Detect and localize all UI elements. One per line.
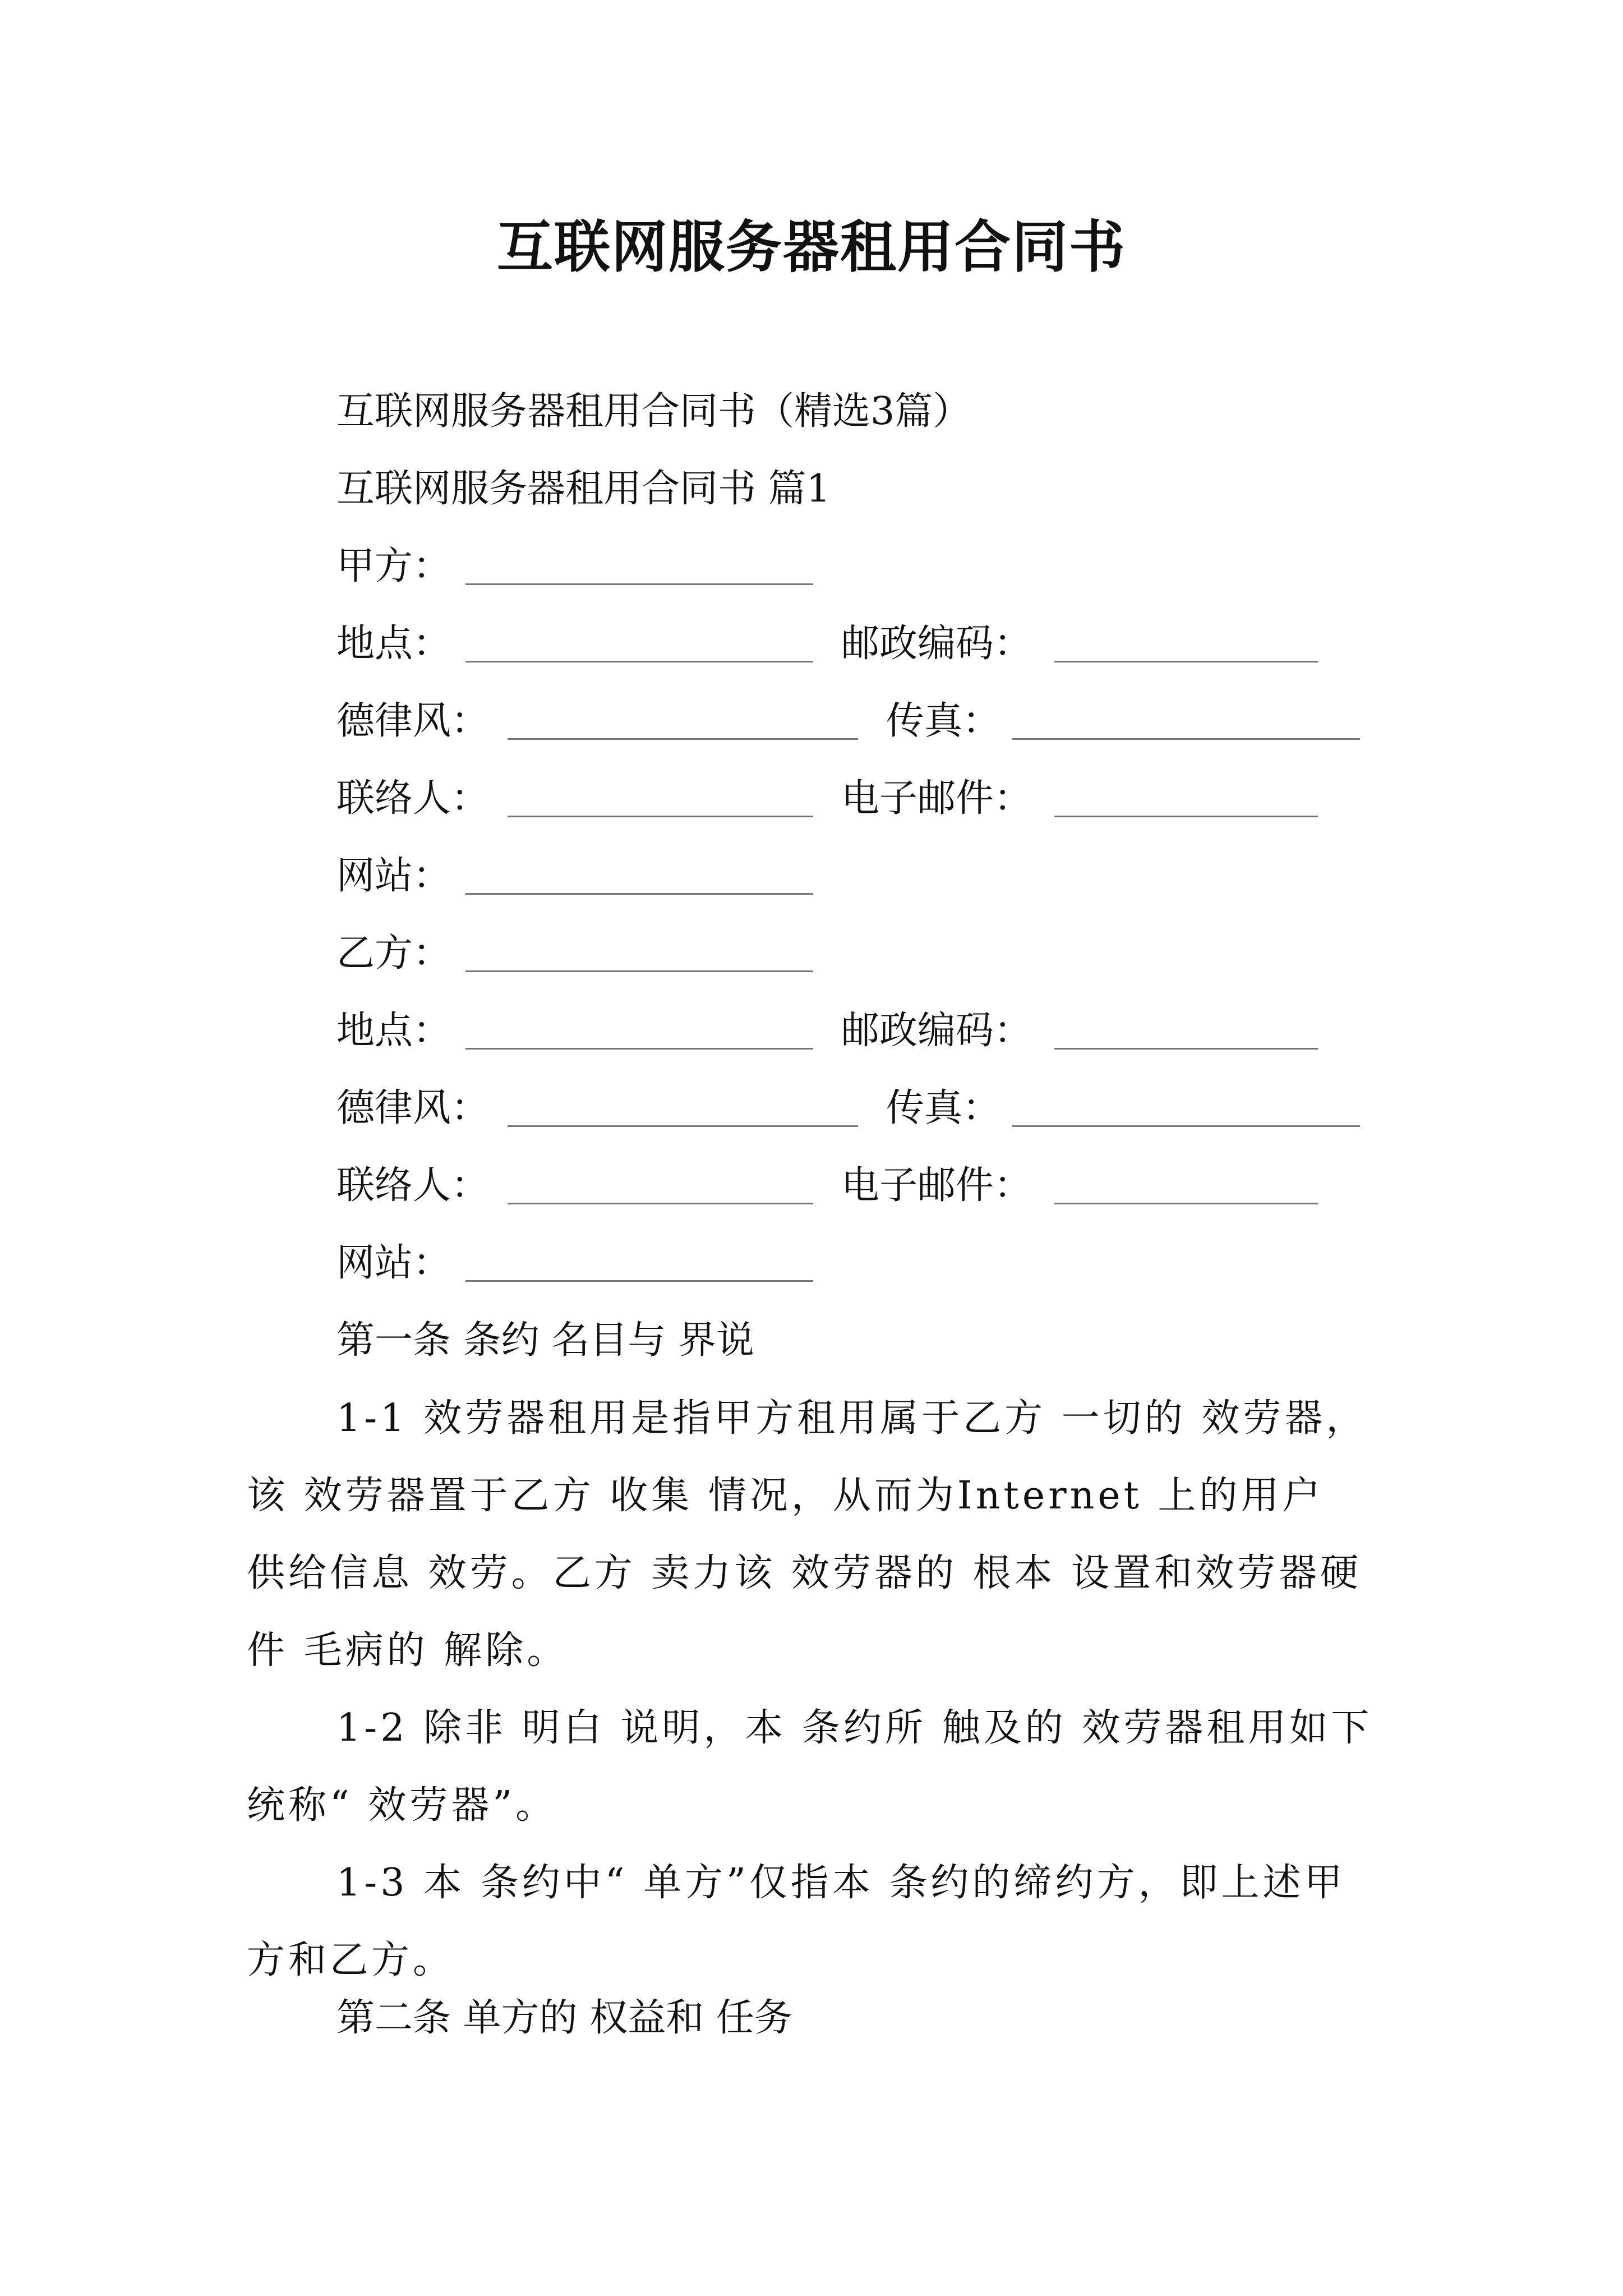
party-b-contact-label: 联络人： [336, 1163, 490, 1208]
party-a-label: 甲方： [336, 544, 451, 588]
party-b-phone-label: 德律风： [336, 1086, 490, 1130]
article-1-clause-2: 1-2 除非 明白 说明，本 条约所 触及的 效劳器租用如下统称“ 效劳器”。 [247, 1706, 1373, 1828]
party-a-contact-field[interactable] [508, 816, 813, 817]
article-1-clause-1: 1-1 效劳器租用是指甲方租用属于乙方 一切的 效劳器，该 效劳器置于乙方 收集 情况，从而为Internet 上的用户 供给信息 效劳。乙方 卖力该 效劳器的 根本 设置和效劳器硬件 毛病的 解除。 [247, 1396, 1368, 1673]
party-a-phone-label: 德律风： [336, 699, 490, 743]
party-a-postcode-field[interactable] [1054, 661, 1318, 662]
party-b-website-label: 网站： [336, 1241, 451, 1285]
party-a-website-label: 网站： [336, 854, 451, 898]
party-a-email-label: 电子邮件： [841, 776, 1032, 821]
party-a-fax-field[interactable] [1012, 738, 1360, 740]
party-b-phone-field[interactable] [508, 1125, 858, 1127]
party-b-address-label: 地点： [336, 1009, 451, 1053]
party-b-field[interactable] [465, 970, 813, 972]
party-a-website-field[interactable] [465, 893, 813, 895]
party-a-field[interactable] [465, 583, 813, 585]
party-a-email-field[interactable] [1054, 816, 1318, 817]
article-1-clause-3: 1-3 本 条约中“ 单方”仅指本 条约的缔约方，即上述甲方和乙方。 [247, 1861, 1346, 1982]
section-heading: 互联网服务器租用合同书 篇1 [336, 467, 831, 511]
party-b-postcode-field[interactable] [1054, 1048, 1318, 1050]
party-b-fax-label: 传真： [886, 1086, 1001, 1130]
document-subtitle: 互联网服务器租用合同书（精选3篇） [336, 389, 971, 434]
party-a-fax-label: 传真： [886, 699, 1001, 743]
party-a-postcode-label: 邮政编码： [841, 622, 1032, 666]
article-2-heading: 第二条 单方的 权益和 任务 [336, 1996, 792, 2040]
article-1-heading: 第一条 条约 名目与 界说 [336, 1318, 754, 1363]
party-b-contact-field[interactable] [508, 1203, 813, 1204]
party-a-address-field[interactable] [465, 661, 813, 662]
party-a-contact-label: 联络人： [336, 776, 490, 821]
document-title: 互联网服务器租用合同书 [497, 214, 1126, 280]
party-b-label: 乙方： [336, 931, 451, 976]
party-b-email-label: 电子邮件： [841, 1163, 1032, 1208]
party-b-email-field[interactable] [1054, 1203, 1318, 1204]
party-a-address-label: 地点： [336, 622, 451, 666]
party-b-fax-field[interactable] [1012, 1125, 1360, 1127]
party-b-address-field[interactable] [465, 1048, 813, 1050]
party-a-phone-field[interactable] [508, 738, 858, 740]
party-b-website-field[interactable] [465, 1280, 813, 1282]
party-b-postcode-label: 邮政编码： [841, 1009, 1032, 1053]
